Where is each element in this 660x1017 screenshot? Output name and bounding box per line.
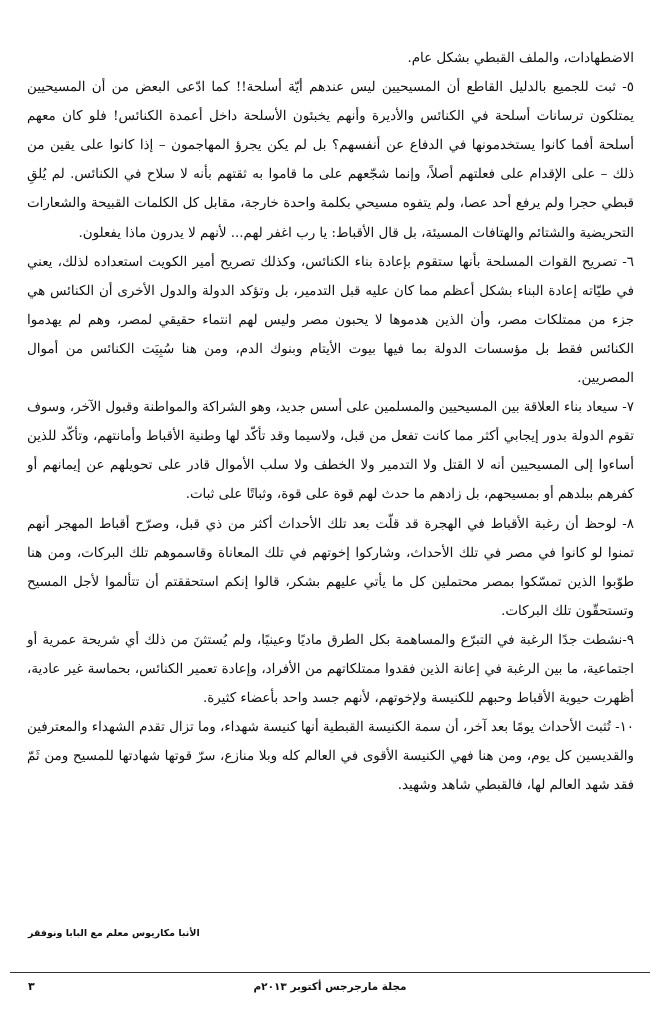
paragraph-7: ٧- سيعاد بناء العلاقة بين المسيحيين والمسلمين على أسس جديد، وهو الشراكة والمواطنة وقبول الآخر، وسوف تقوم الدولة بدور إيجابي أكثر مما كانت تفعل من قبل، ولاسيما وقد تأكّد لها وطنية الأقباط وأمانتهم، وتأكّد للذين أساءوا إلى المسيحيين أنه لا القتل ولا التدمير ولا الخطف ولا سلب الأموال قادر على تحويلهم عن إيمانهم أو كفرهم ببلدهم أو بمسيحهم، بل زادهم ما حدث لهم قوة على قوة، وثباتًا على ثبات. [27,400,634,503]
author-signature: الأنبا مكاريوس معلم مع البابا ونوفقر [28,928,200,939]
footer-magazine-title: مجلة مارجرجس أكتوبر ٢٠١٣م [253,981,407,993]
paragraph-5: ٥- ثبت للجميع بالدليل القاطع أن المسيحيين ليس عندهم أيّة أسلحة!! كما ادّعى البعض من أن المسيحيين يمتلكون ترسانات أسلحة في الكنائس والأديرة وأنهم يخبئون الأسلحة داخل أعمدة الكنائس! فلو كان معهم أسلحة أفما كانوا يستخدمونها في الدفاع عن أنفسهم؟ بل لم يكن يجرؤ المهاجمون – إذا كانوا على يقين من ذلك – على الإقدام على فعلتهم أصلاً، وإنما شجّعهم على ما قاموا به ثقتهم بأنه لا سلاح في الكنائس. لم يُلقِ قبطي حجرا ولم يرفع أحد عصا، ولم يتفوه مسيحي بكلمة واحدة خارجة، مقابل كل الكلمات القبيحة والشعارات التحريضية والشتائم والهتافات المسيئة، بل قال الأقباط: يا رب اغفر لهم... لأنهم لا يدرون ماذا يفعلون. [27,80,634,241]
paragraph-6: ٦- تصريح القوات المسلحة بأنها ستقوم بإعادة بناء الكنائس، وكذلك تصريح أمير الكويت استعداده لذلك، يعني في طيّاته إعادة البناء بشكل أعظم مما كان عليه قبل التدمير، بل وتؤكد الدولة والدول الأخرى أن الكنائس هي جزء من ممتلكات مصر، وأن الذين هدموها لا يحبون مصر وليس لهم انتماء حقيقي لمصر، وهم لم يهدموا الكنائس فقط بل مؤسسات الدولة بما فيها بيوت الأيتام وبنوك الدم، ومن هنا سُبِيَت الكنائس من أموال المصريين. [27,254,634,387]
footer-divider [10,972,650,973]
paragraph-intro-tail: الاضطهادات، والملف القبطي بشكل عام. [407,51,634,66]
paragraph-10: ١٠- تُثبت الأحداث يومًا بعد آخر، أن سمة الكنيسة القبطية أنها كنيسة شهداء، وما تزال تقدم الشهداء والمعترفين والقديسين كل يوم، ومن هنا فهي الكنيسة الأقوى في العالم كله وبلا منازع، سرّ قوتها شهادتها للمسيح ومن ثَمّ فقد شهد العالم لها، فالقبطي شاهد وشهيد. [27,720,634,794]
page-number: ٣ [28,980,35,993]
paragraph-9: ٩-نشطت جدًا الرغبة في التبرّع والمساهمة بكل الطرق ماديًا وعينيًا، ولم يُستثنَ من ذلك أي شريحة عمرية أو اجتماعية، ما بين الرغبة في إعانة الذين فقدوا ممتلكاتهم من الأفراد، وإعادة تعمير الكنائس، بحماسة غير عادية، أظهرت حيوية الأقباط وحبهم للكنيسة ولإخوتهم، لأنهم جسد واحد بأعضاء كثيرة. [27,632,634,707]
article-body [27,44,634,800]
paragraph-8: ٨- لوحظ أن رغبة الأقباط في الهجرة قد قلّت بعد تلك الأحداث أكثر من ذي قبل، وصرّح أقباط المهجر أنهم تمنوا لو كانوا في مصر في تلك الأحداث، وشاركوا إخوتهم في تلك المعاناة وقاسموهم تلك البركات، ومن هنا طوّبوا الذين تمسّكوا بمصر محتملين كل ما يأتي عليهم بشكر، قالوا إنكم استحققتم أن تتألموا لأجل المسيح وتستحقّون تلك البركات. [27,516,634,619]
